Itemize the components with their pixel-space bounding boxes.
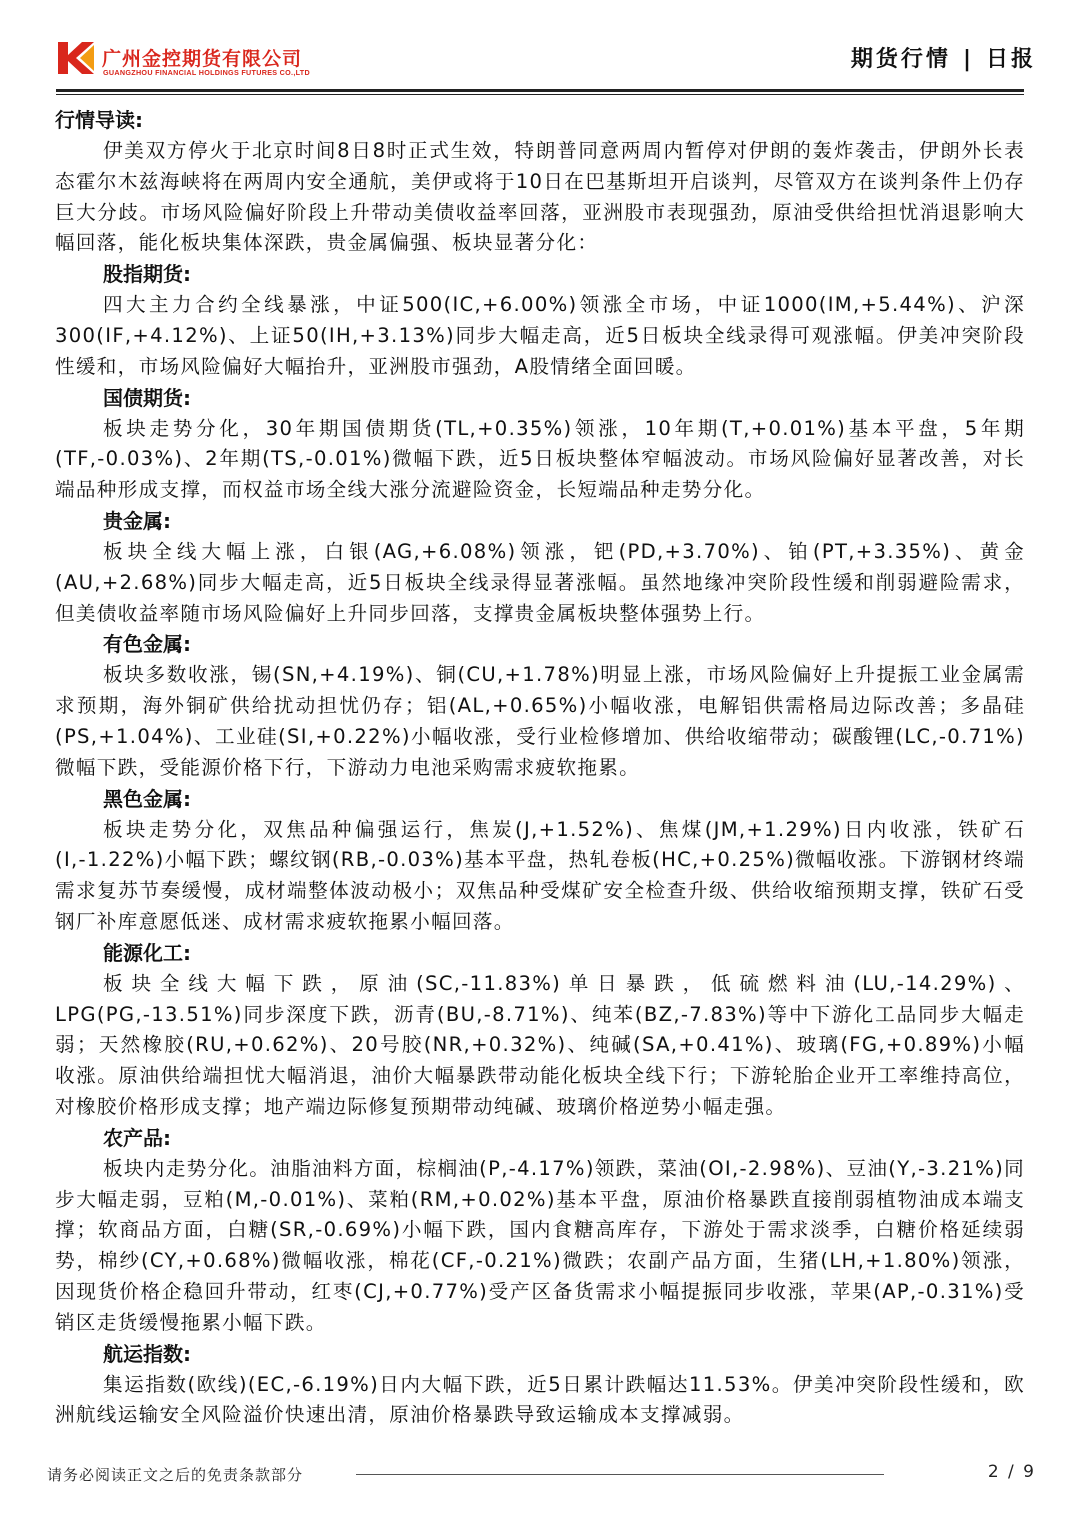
- page-header: [0, 0, 1080, 100]
- footer-disclaimer: 请务必阅读正文之后的免责条款部分: [47, 1466, 304, 1484]
- header-separator: |: [962, 47, 974, 72]
- report-type: 期货行情: [850, 47, 951, 72]
- logo-k-icon: [58, 42, 96, 74]
- section-title-precious-metals: 贵金属:: [103, 508, 171, 533]
- section-text-precious-metals: 板块全线大幅上涨，白银(AG,+6.08%)领涨，钯(PD,+3.70%)、铂(PT,+3.35%)、黄金(AU,+2.68%)同步大幅走高，近5日板块全线录得显著涨幅。虽然地缘冲突阶段性缓和削弱避险需求，但美债收益率随市场风险偏好上升同步回落，支撑贵金属板块整体强势上行。: [55, 539, 1025, 625]
- section-title-energy-chem: 能源化工:: [103, 940, 191, 965]
- header-rule-thick: [56, 89, 1024, 92]
- section-text-treasury: 板块走势分化，30年期国债期货(TL,+0.35%)领涨，10年期(T,+0.01%)基本平盘，5年期(TF,-0.03%)、2年期(TS,-0.01%)微幅下跌，近5日板块整体窄幅波动。市场风险偏好显著改善，对长端品种形成支撑，而权益市场全线大涨分流避险资金，长短端品种走势分化。: [55, 416, 1025, 502]
- section-title-stock-index: 股指期货:: [103, 262, 191, 287]
- section-text-ferrous: 板块走势分化，双焦品种偏强运行，焦炭(J,+1.52%)、焦煤(JM,+1.29%)日内收涨，铁矿石(I,-1.22%)小幅下跌；螺纹钢(RB,-0.03%)基本平盘，热轧卷板(HC,+0.25%)微幅收涨。下游钢材终端需求复苏节奏缓慢，成材端整体波动极小；双焦品种受煤矿安全检查升级、供给收缩预期支撑，铁矿石受钢厂补库意愿低迷、成材需求疲软拖累小幅回落。: [55, 817, 1025, 933]
- section-title-ferrous: 黑色金属:: [103, 786, 191, 811]
- page-number: 2 / 9: [987, 1462, 1036, 1482]
- section-text-agriculture: 板块内走势分化。油脂油料方面，棕榈油(P,-4.17%)领跌，菜油(OI,-2.98%)、豆油(Y,-3.21%)同步大幅走弱，豆粕(M,-0.01%)、菜粕(RM,+0.02%)基本平盘，原油价格暴跌直接削弱植物油成本端支撑；软商品方面，白糖(SR,-0.69%)小幅下跌，国内食糖高库存，下游处于需求淡季，白糖价格延续弱势，棉纱(CY,+0.68%)微幅收涨，棉花(CF,-0.21%)微跌；农副产品方面，生猪(LH,+1.80%)领涨，因现货价格企稳回升带动，红枣(CJ,+0.77%)受产区备货需求小幅提振同步收涨，苹果(AP,-0.31%)受销区走货缓慢拖累小幅下跌。: [55, 1156, 1025, 1334]
- company-name-en: GUANGZHOU FINANCIAL HOLDINGS FUTURES CO.,LTD: [103, 68, 310, 77]
- section-text-stock-index: 四大主力合约全线暴涨，中证500(IC,+6.00%)领涨全市场，中证1000(IM,+5.44%)、沪深300(IF,+4.12%)、上证50(IH,+3.13%)同步大幅走高，近5日板块全线录得可观涨幅。伊美冲突阶段性缓和，市场风险偏好大幅抬升，亚洲股市强劲，A股情绪全面回暖。: [55, 293, 1025, 378]
- section-text-shipping: 集运指数(欧线)(EC,-6.19%)日内大幅下跌，近5日累计跌幅达11.53%。伊美冲突阶段性缓和，欧洲航线运输安全风险溢价快速出清，原油价格暴跌导致运输成本支撑减弱。: [55, 1372, 1025, 1427]
- section-title-nonferrous: 有色金属:: [103, 632, 191, 657]
- section-title-treasury: 国债期货:: [103, 385, 191, 410]
- section-title-shipping: 航运指数:: [103, 1341, 191, 1366]
- report-frequency: 日报: [985, 47, 1036, 72]
- section-title-agriculture: 农产品:: [103, 1125, 171, 1150]
- footer-rule: [356, 1474, 884, 1475]
- intro-title: 行情导读:: [55, 108, 143, 132]
- section-text-energy-chem: 板块全线大幅下跌，原油(SC,-11.83%)单日暴跌，低硫燃料油(LU,-14.29%)、LPG(PG,-13.51%)同步深度下跌，沥青(BU,-8.71%)、纯苯(BZ,-7.83%)等中下游化工品同步大幅走弱；天然橡胶(RU,+0.62%)、20号胶(NR,+0.32%)、纯碱(SA,+0.41%)、玻璃(FG,+0.89%)小幅收涨。原油供给端担忧大幅消退，油价大幅暴跌带动能化板块全线下行；下游轮胎企业开工率维持高位，对橡胶价格形成支撑；地产端边际修复预期带动纯碱、玻璃价格逆势小幅走强。: [55, 971, 1025, 1118]
- report-label: [851, 42, 1036, 73]
- report-body: [55, 105, 1025, 1431]
- section-text-nonferrous: 板块多数收涨，锡(SN,+4.19%)、铜(CU,+1.78%)明显上涨，市场风险偏好上升提振工业金属需求预期，海外铜矿供给扰动担忧仍存；铝(AL,+0.65%)小幅收涨，电解铝供需格局边际改善；多晶硅(PS,+1.04%)、工业硅(SI,+0.22%)小幅收涨，受行业检修增加、供给收缩带动；碳酸锂(LC,-0.71%)微幅下跌，受能源价格下行，下游动力电池采购需求疲软拖累。: [55, 663, 1025, 779]
- intro-paragraph: 伊美双方停火于北京时间8日8时正式生效，特朗普同意两周内暂停对伊朗的轰炸袭击，伊朗外长表态霍尔木兹海峡将在两周内安全通航，美伊或将于10日在巴基斯坦开启谈判，尽管双方在谈判条件上仍存巨大分歧。市场风险偏好阶段上升带动美债收益率回落，亚洲股市表现强劲，原油受供给担忧消退影响大幅回落，能化板块集体深跌，贵金属偏强、板块显著分化：: [55, 139, 1025, 255]
- company-name-cn: 广州金控期货有限公司: [102, 48, 303, 70]
- header-rule-thin: [56, 94, 1024, 95]
